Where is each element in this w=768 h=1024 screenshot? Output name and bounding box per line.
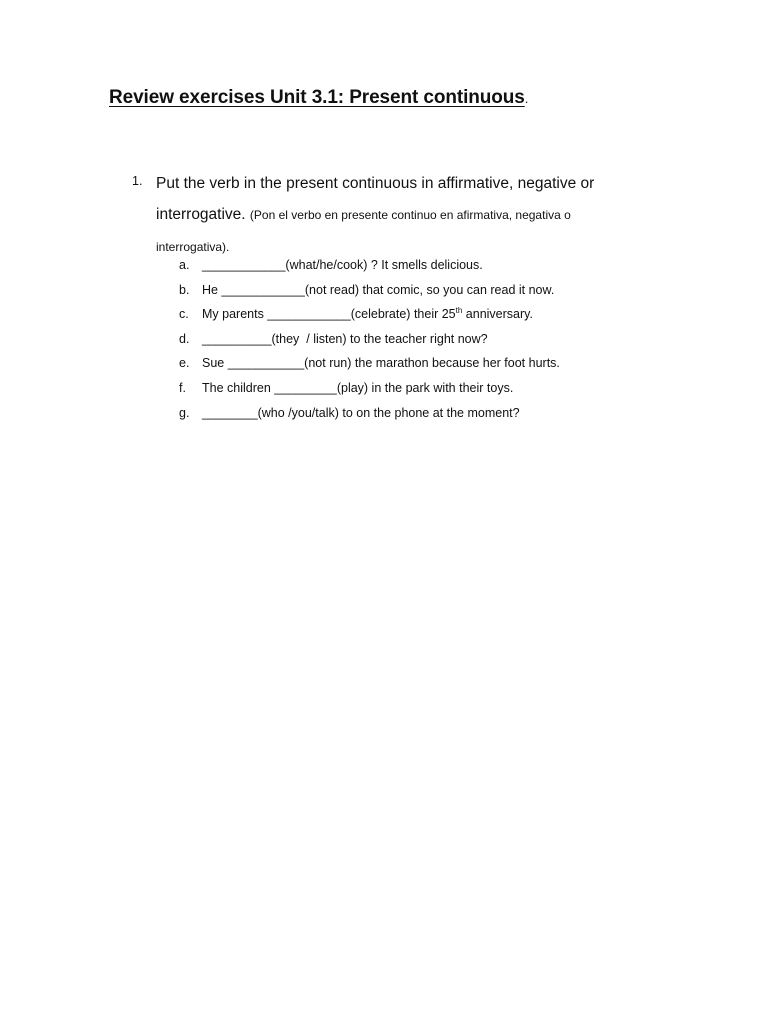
item-text: The children _________(play) in the park with their toys.	[202, 380, 514, 395]
item-text: Sue ___________(not run) the marathon because her foot hurts.	[202, 356, 560, 371]
item-text-after: anniversary.	[462, 307, 533, 322]
instruction-spanish: (Pon el verbo en presente continuo en afirmativa, negativa o interrogativa).	[156, 208, 571, 254]
page-title	[109, 87, 528, 109]
item-letter: g.	[179, 405, 190, 420]
item-text-before: My parents ____________(celebrate) their 25	[202, 307, 456, 322]
item-letter: f.	[179, 380, 186, 395]
exercise-instruction	[156, 168, 636, 263]
item-text	[202, 305, 533, 323]
title-period: .	[524, 91, 529, 106]
ordinal-suffix: th	[455, 306, 463, 316]
exercise-number: 1.	[132, 174, 143, 188]
item-text: __________(they / listen) to the teacher right now?	[202, 331, 488, 346]
item-text: He ____________(not read) that comic, so you can read it now.	[202, 282, 555, 297]
title-text: Review exercises Unit 3.1: Present continuous	[109, 87, 525, 108]
instruction-english: Put the verb in the present continuous in affirmative, negative or interrogative.	[156, 175, 595, 223]
item-letter: d.	[179, 331, 190, 346]
item-letter: b.	[179, 282, 190, 297]
item-letter: e.	[179, 356, 190, 371]
item-letter: a.	[179, 258, 190, 272]
item-letter: c.	[179, 307, 189, 322]
item-text: ________(who /you/talk) to on the phone at the moment?	[202, 405, 520, 420]
item-text: ____________(what/he/cook) ? It smells delicious.	[202, 258, 483, 272]
